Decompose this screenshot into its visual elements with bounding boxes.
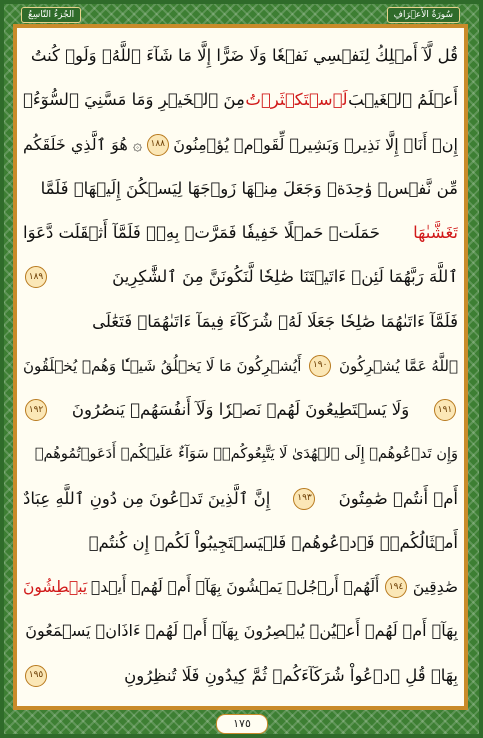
highlighted-word: تَغَشَّىٰهَا [413,223,458,243]
verse-text: مِّن نَّفۡسٖ وَٰحِدَةٖ وَجَعَلَ مِنۡهَا زَوۡجَهَا لِيَسۡكُنَ إِلَيۡهَاۖ فَلَمَّا [40,178,458,198]
verse-line [23,211,458,255]
verse-text: صَٰدِقِينَ [412,578,458,597]
surah-label: سُورَةُ الأَعۡرَافِ [387,7,460,23]
ayah-number-marker: ١٩١ [434,399,456,421]
verse-text: مِنَ ٱلۡخَيۡرِ وَمَا مَسَّنِيَ ٱلسُّوٓءُۚ [23,90,245,110]
text-page [17,28,464,706]
ayah-number-marker: ١٩٠ [309,355,331,377]
verse-line [23,167,458,211]
verse-line [23,255,458,299]
verse-line [23,432,458,476]
juz-label: الجُزءُ التّاسِعُ [21,7,81,23]
verse-text: بِهَاۗ قُلِ ٱدۡعُواْ شُرَكَآءَكُمۡ ثُمَّ كِيدُونِ فَلَا تُنظِرُونِ [124,665,458,685]
highlighted-word: يَبۡطِشُونَ [23,578,88,597]
verse-line [23,654,458,698]
verse-text: إِنَّ ٱلَّذِينَ تَدۡعُونَ مِن دُونِ ٱللَّهِ عِبَادٌ [23,488,271,508]
verse-text: إِنۡ أَنَا۠ إِلَّا نَذِيرٞ وَبَشِيرٞ لِّقَوۡمٖ يُؤۡمِنُونَ [173,134,458,154]
verse-line [23,123,458,167]
verse-line [23,609,458,653]
ayah-number-marker: ١٩٥ [25,665,47,687]
verse-line [23,388,458,432]
page-footer [0,712,483,734]
ayah-number-marker: ١٩٣ [293,488,315,510]
verse-lines [23,34,458,698]
verse-text: أَمۡثَالُكُمۡۖ فَٱدۡعُوهُمۡ فَلۡيَسۡتَجِيبُواْ لَكُمۡ إِن كُنتُمۡ [88,532,458,552]
verse-text: وَلَا يَسۡتَطِيعُونَ لَهُمۡ نَصۡرٗا وَلَآ أَنفُسَهُمۡ يَنصُرُونَ [71,400,410,420]
verse-text: أَعۡلَمُ ٱلۡغَيۡبَ [348,90,458,110]
verse-text: قُل لَّآ أَمۡلِكُ لِنَفۡسِي نَفۡعٗا وَلَا ضَرًّا إِلَّا مَا شَآءَ ٱللَّهُۚ وَلَوۡ كُنتُ [30,46,458,65]
verse-line [23,477,458,521]
verse-text: بِهَآۖ أَمۡ لَهُمۡ أَعۡيُنٞ يُبۡصِرُونَ بِهَآۖ أَمۡ لَهُمۡ ءَاذَانٞ يَسۡمَعُونَ [25,621,458,641]
verse-line [23,344,458,388]
verse-text: أَمۡ أَنتُمۡ صَٰمِتُونَ [338,488,458,508]
verse-text: فَلَمَّآ ءَاتَىٰهُمَا صَٰلِحٗا جَعَلَا لَهُۥ شُرَكَآءَ فِيمَآ ءَاتَىٰهُمَاۚ فَتَعَٰلَى [92,311,458,331]
verse-text: وَإِن تَدۡعُوهُمۡ إِلَى ٱلۡهُدَىٰ لَا يَتَّبِعُوكُمۡۚ سَوَآءٌ عَلَيۡكُمۡ أَدَعَوۡتُمُوهُمۡ [34,446,458,463]
verse-text: ٱللَّهُ عَمَّا يُشۡرِكُونَ [338,356,458,375]
verse-text: ۞ هُوَ ٱلَّذِي خَلَقَكُم [23,134,143,154]
verse-line [23,300,458,344]
ayah-number-marker: ١٨٨ [147,134,169,156]
verse-text: أَيُشۡرِكُونَ مَا لَا يَخۡلُقُ شَيۡـٔٗا وَهُمۡ يُخۡلَقُونَ [23,356,302,375]
ayah-number-marker: ١٨٩ [25,266,47,288]
verse-line [23,34,458,78]
ayah-number-marker: ١٩٢ [25,399,47,421]
page-header [13,4,468,24]
verse-text: أَلَهُمۡ أَرۡجُلٞ يَمۡشُونَ بِهَآۖ أَمۡ لَهُمۡ أَيۡدٖ [90,578,380,597]
verse-text: ٱللَّهَ رَبَّهُمَا لَئِنۡ ءَاتَيۡتَنَا صَٰلِحٗا لَّنَكُونَنَّ مِنَ ٱلشَّٰكِرِينَ [112,267,458,287]
verse-line [23,78,458,122]
verse-text: حَمَلَتۡ حَمۡلًا خَفِيفٗا فَمَرَّتۡ بِهِۦۖ فَلَمَّآ أَثۡقَلَت دَّعَوَا [23,223,380,243]
ayah-number-marker: ١٩٤ [385,576,407,598]
page-number: ١٧٥ [216,714,268,734]
verse-line [23,521,458,565]
highlighted-word: لَٱسۡتَكۡثَرۡتُ [245,90,348,110]
verse-line [23,565,458,609]
